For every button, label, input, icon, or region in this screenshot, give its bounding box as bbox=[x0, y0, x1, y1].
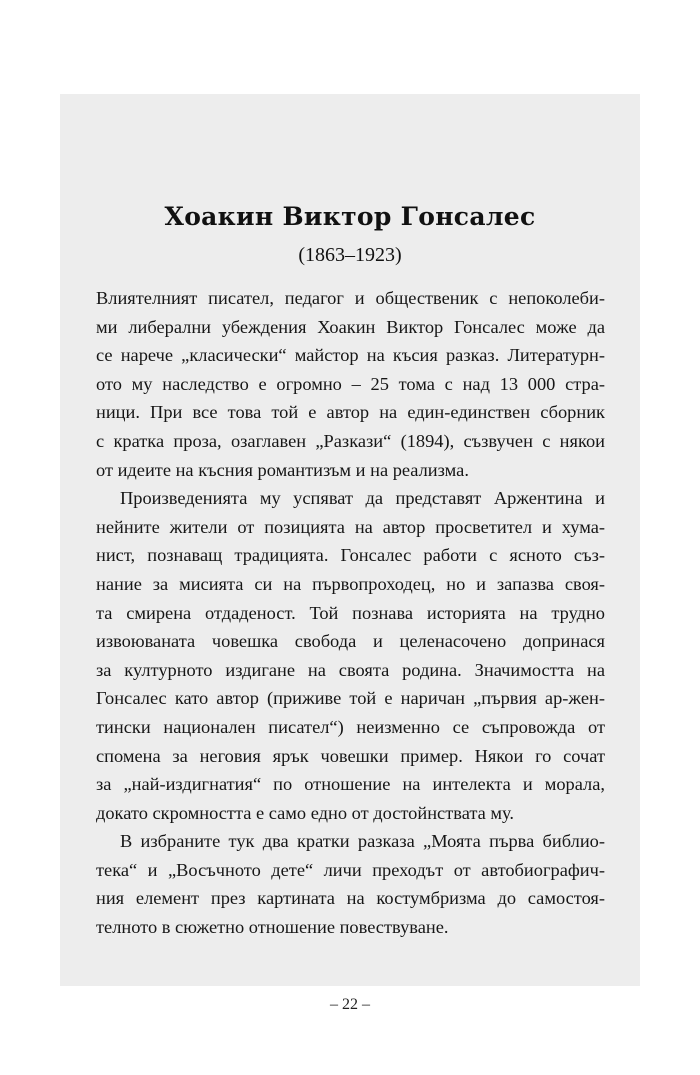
text-line: тински национален писател“) неизменно се съпровожда от bbox=[96, 716, 605, 737]
text-line: ния елемент през картината на костумбризма до самостоя- bbox=[96, 888, 605, 909]
text-line: Произведенията му успяват да представят Аржентина и bbox=[120, 488, 605, 509]
text-line: спомена за неговия ярък човешки пример. Някои го сочат bbox=[96, 745, 605, 766]
text-line: та смирена отдаденост. Той познава историята на трудно bbox=[96, 602, 605, 623]
text-line: тека“ и „Восъчното дете“ личи преходът от автобиографич- bbox=[96, 859, 605, 880]
text-line: докато скромността е само едно от достойнствата му. bbox=[96, 802, 514, 823]
text-line: нание за мисията си на първопроходец, но и запазва своя- bbox=[96, 573, 605, 594]
text-line: нейните жители от позицията на автор просветител и хума- bbox=[96, 516, 605, 537]
text-line: се нарече „класически“ майстор на късия разказ. Литературн- bbox=[96, 345, 605, 366]
page-number: – 22 – bbox=[330, 996, 370, 1013]
author-title: Хоакин Виктор Гонсалес bbox=[164, 202, 536, 231]
text-line: за „най-издигнатия“ по отношение на интелекта и морала, bbox=[96, 774, 605, 795]
text-line: ми либерални убеждения Хоакин Виктор Гонсалес може да bbox=[96, 316, 605, 337]
biography-text bbox=[96, 284, 605, 942]
text-line: ници. При все това той е автор на един-единствен сборник bbox=[96, 402, 605, 423]
author-years: (1863–1923) bbox=[298, 244, 402, 266]
text-line: В избраните тук два кратки разказа „Моята първа библио- bbox=[120, 831, 605, 852]
text-line: Влиятелният писател, педагог и общественик с непоколеби- bbox=[96, 288, 605, 308]
text-line: с кратка проза, озаглавен „Разкази“ (1894), съзвучен с някои bbox=[96, 430, 605, 451]
text-line: Гонсалес като автор (приживе той е наричан „първия ар-жен- bbox=[96, 688, 605, 709]
text-line: нист, познаващ традицията. Гонсалес работи с ясното съз- bbox=[96, 545, 605, 566]
text-line: телното в сюжетно отношение повествуване. bbox=[96, 917, 449, 938]
paragraph-2 bbox=[96, 484, 605, 827]
text-line: за културното издигане на своята родина. Значимостта на bbox=[96, 659, 605, 680]
text-line: от идеите на късния романтизъм и на реализма. bbox=[96, 459, 469, 480]
text-line: ото му наследство е огромно – 25 тома с над 13 000 стра- bbox=[96, 373, 605, 394]
paragraph-3 bbox=[96, 827, 605, 941]
paragraph-1 bbox=[96, 284, 605, 484]
text-line: извоюваната човешка свобода и целенасочено допринася bbox=[96, 631, 605, 652]
